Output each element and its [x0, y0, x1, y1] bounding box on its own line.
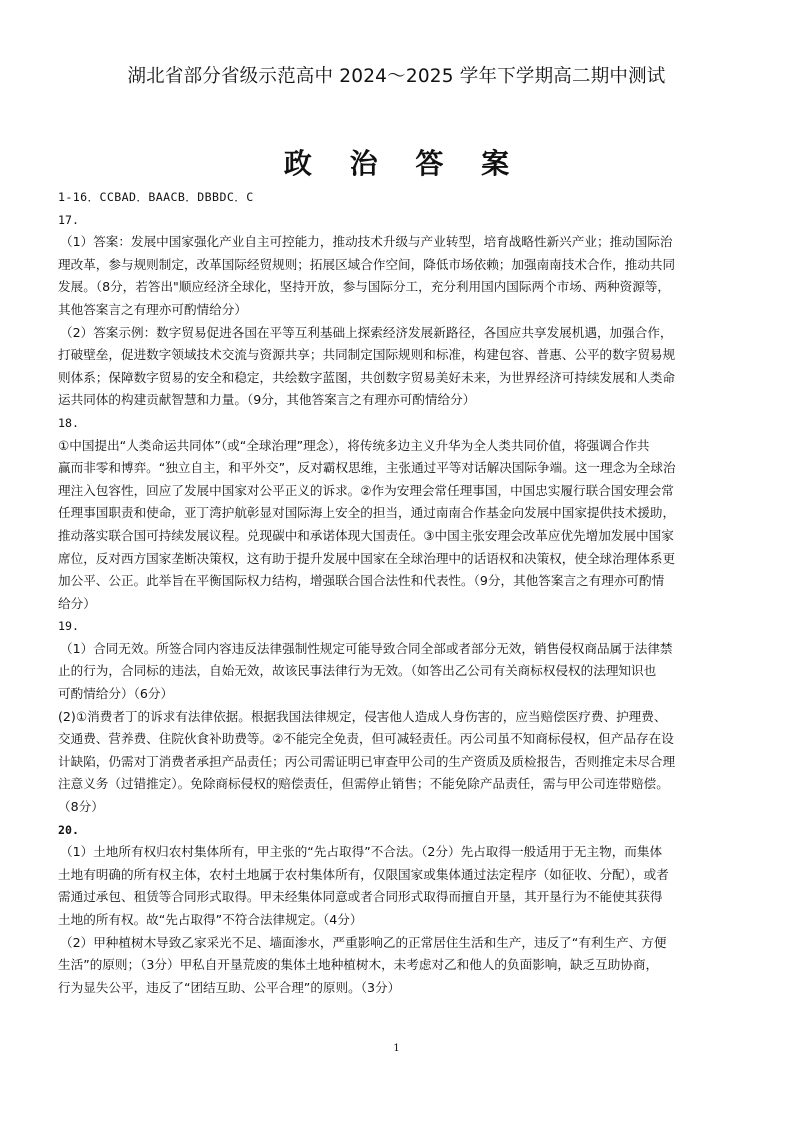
subject-title: 政 治 答 案: [283, 147, 524, 180]
q18-line-1: ①中国提出“人类命运共同体”（或“全球治理”理念），将传统多边主义升华为全人类共同价值，将强调合作共: [58, 437, 650, 453]
q20-line-4: 土地的所有权。故“先占取得”不符合法律规定。（4分）: [58, 912, 363, 927]
q20-line-3: 需通过承包、租赁等合同形式取得。甲未经集体同意或者合同形式取得而擅自开垦，其开垦行为不能使其获得: [58, 889, 663, 905]
q17-line-8: 运共同体的构建贡献智慧和力量。（9分，其他答案言之有理亦可酌情给分）: [58, 392, 476, 408]
q18-line-4: 任理事国职责和使命，亚丁湾护航彰显对国际海上安全的担当，通过南南合作基金向发展中国家提供技术援助，: [58, 505, 676, 521]
question-19-number: 19.: [58, 619, 79, 634]
q18-line-7: 加公平、公正。此举旨在平衡国际权力结构，增强联合国合法性和代表性。（9分，其他答案言之有理亦可酌情: [58, 573, 665, 589]
q18-line-5: 推动落实联合国可持续发展议程。兑现碳中和承诺体现大国责任。③中国主张安理会改革应优先增加发展中国家: [58, 527, 674, 543]
q17-line-4: 其他答案言之有理亦可酌情给分）: [58, 301, 247, 317]
q17-line-1: （1）答案：发展中国家强化产业自主可控能力，推动技术升级与产业转型，培育战略性新兴产业；推动国际治: [60, 234, 673, 250]
document-title: 湖北省部分省级示范高中 2024～2025 学年下学期高二期中测试: [127, 66, 666, 87]
question-18-answer: [58, 435, 742, 616]
page-number: 1: [393, 1043, 400, 1054]
q20-line-1: （1）土地所有权归农村集体所有，甲主张的“先占取得”不合法。（2分）先占取得一般适用于无主物，而集体: [60, 844, 663, 860]
q20-line-5: （2）甲种植树木导致乙家采光不足、墙面渗水，严重影响乙的正常居住生活和生产，违反了“有利生产、方便: [60, 934, 667, 950]
q17-line-2: 理改革，参与规则制定，改革国际经贸规则；拓展区域合作空间，降低市场依赖；加强南南技术合作，推动共同: [58, 256, 676, 272]
question-20-number: 20.: [58, 822, 79, 837]
q17-line-6: 打破壁垒，促进数字领域技术交流与资源共享；共同制定国际规则和标准，构建包容、普惠、公平的数字贸易规: [58, 347, 676, 363]
q17-line-7: 则体系；保障数字贸易的安全和稳定，共绘数字蓝图，共创数字贸易美好未来，为世界经济可持续发展和人类命: [58, 369, 676, 385]
answer-content: [58, 186, 742, 999]
q17-line-3: 发展。（8分，若答出"顺应经济全球化，坚持开放，参与国际分工，充分利用国内国际两个市场、两种资源等，: [58, 279, 671, 295]
q18-line-3: 理注入包容性，回应了发展中国家对公平正义的诉求。②作为安理会常任理事国，中国忠实履行联合国安理会常: [58, 482, 674, 498]
q20-line-7: 行为显失公平，违反了“团结互助、公平合理”的原则。（3分）: [58, 979, 401, 995]
q19-line-3: 可酌情给分）（6分）: [58, 686, 174, 702]
q19-line-1: （1）合同无效。所签合同内容违反法律强制性规定可能导致合同全部或者部分无效，销售侵权商品属于法律禁: [60, 640, 673, 656]
q18-line-8: 给分）: [58, 595, 96, 611]
question-17-answer: [58, 231, 742, 412]
question-17-number: 17.: [58, 212, 79, 227]
q19-line-8: （8分）: [58, 799, 104, 815]
question-19-answer: [58, 638, 742, 819]
q20-line-6: 生活”的原则；（3分）甲私自开垦荒废的集体土地种植树木，未考虑对乙和他人的负面影响，缺乏互助协商，: [58, 957, 659, 973]
q20-line-2: 土地有明确的所有权主体，农村土地属于农村集体所有，仅限国家或集体通过法定程序（如征收、分配），或者: [58, 866, 669, 882]
q17-line-5: （2）答案示例：数字贸易促进各国在平等互利基础上探索经济发展新路径，各国应共享发展机遇，加强合作，: [60, 324, 673, 340]
question-18-number: 18.: [58, 415, 79, 430]
question-20-answer: [58, 841, 742, 999]
q18-line-2: 赢而非零和博弈。“独立自主，和平外交”，反对霸权思维，主张通过平等对话解决国际争端。这一理念为全球治: [58, 460, 676, 476]
q19-line-2: 止的行为，合同标的违法，自始无效，故该民事法律行为无效。（如答出乙公司有关商标权侵权的法理知识也: [58, 663, 657, 679]
q18-line-6: 席位，反对西方国家垄断决策权，这有助于提升发展中国家在全球治理中的话语权和决策权，使全球治理体系更: [58, 550, 676, 566]
q19-line-4: (2)①消费者丁的诉求有法律依据。根据我国法律规定，侵害他人造成人身伤害的，应当赔偿医疗费、护理费、: [58, 708, 667, 724]
q19-line-7: 注意义务（过错推定）。免除商标侵权的赔偿责任，但需停止销售；不能免除产品责任，需与甲公司连带赔偿。: [58, 776, 669, 792]
q19-line-6: 计缺陷，仍需对丁消费者承担产品责任；丙公司需证明已审查甲公司的生产资质及质检报告，否则推定未尽合理: [58, 753, 676, 769]
q19-line-5: 交通费、营养费、住院伙食补助费等。②不能完全免责，但可减轻责任。丙公司虽不知商标侵权，但产品存在设: [58, 731, 674, 747]
choice-answers: 1-16．CCBAD．BAACB．DBBDC．C: [58, 190, 254, 204]
